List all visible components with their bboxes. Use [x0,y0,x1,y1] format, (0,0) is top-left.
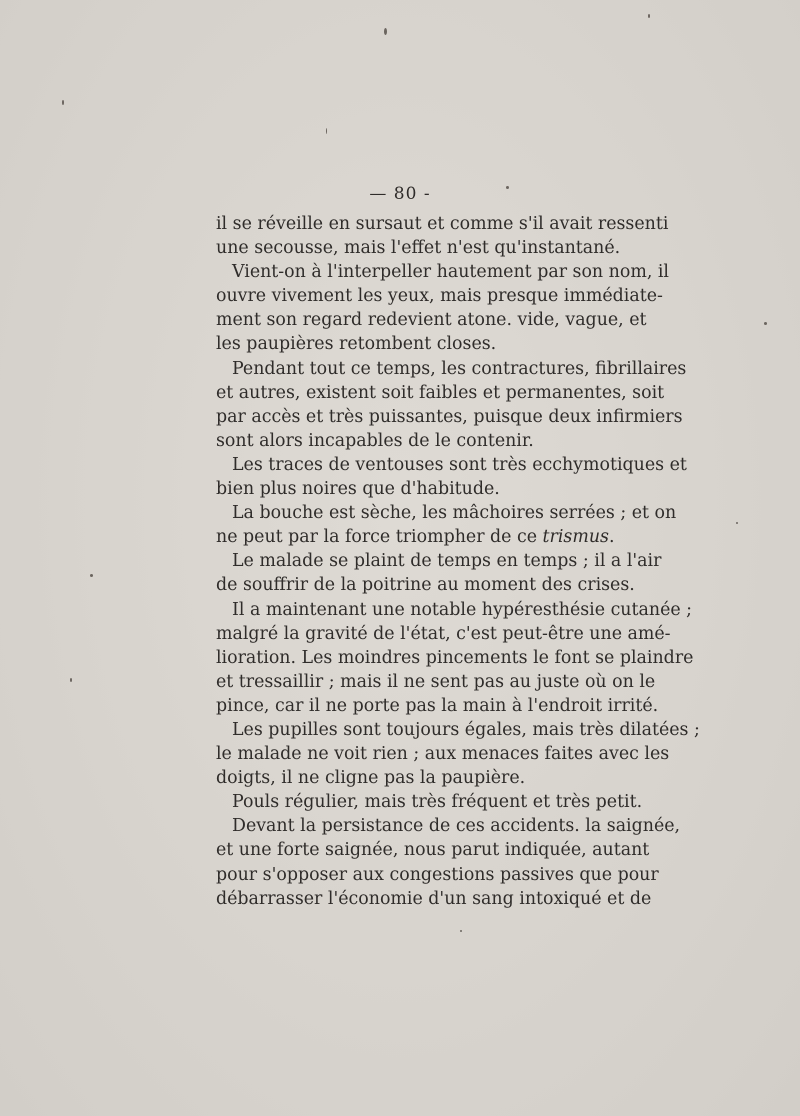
text-line: lioration. Les moindres pincements le font se plaindre [216,647,694,668]
text-line: pince, car il ne porte pas la main à l'endroit irrité. [216,695,659,716]
text-line: sont alors incapables de le contenir. [216,430,534,451]
text-line: Les traces de ventouses sont très ecchymotiques et [232,454,687,475]
text-line: bien plus noires que d'habitude. [216,479,500,500]
text-line: malgré la gravité de l'état, c'est peut-être une amé- [216,623,671,644]
text-line: il se réveille en sursaut et comme s'il avait ressenti [216,214,669,234]
text-line: Pendant tout ce temps, les contractures, fibrillaires [232,358,687,379]
body-text [216,212,700,911]
text-line: par accès et très puissantes, puisque deux infirmiers [216,406,683,427]
text-line: doigts, il ne cligne pas la paupière. [216,768,526,789]
text-line: Devant la persistance de ces accidents. la saignée, [232,816,681,837]
text-line: les paupières retombent closes. [216,334,497,355]
text-line [216,525,623,549]
text-line: Vient-on à l'interpeller hautement par son nom, il [232,262,669,283]
text-line: et une forte saignée, nous parut indiquée, autant [216,840,650,861]
text-line: le malade ne voit rien ; aux menaces faites avec les [216,744,670,765]
text-line: ouvre vivement les yeux, mais presque immédiate- [216,286,663,307]
text-line: pour s'opposer aux congestions passives que pour [216,864,659,885]
text-line: et autres, existent soit faibles et permanentes, soit [216,382,665,403]
text-line: La bouche est sèche, les mâchoires serrées ; et on [232,503,677,524]
text-line: de souffrir de la poitrine au moment des crises. [216,575,635,596]
text-line: débarrasser l'économie d'un sang intoxiqué et de [216,888,652,909]
text-line: Il a maintenant une notable hypéresthésie cutanée ; [232,599,693,620]
paper-speck [62,100,64,105]
text-line: ment son regard redevient atone. vide, vague, et [216,310,647,331]
trismus-term: trismus [542,527,609,548]
paper-speck [460,930,462,932]
paper-speck [90,574,93,577]
paper-speck [70,678,72,682]
text-line: une secousse, mais l'effet n'est qu'instantané. [216,238,621,259]
paper-speck [648,14,650,18]
text-line: Les pupilles sont toujours égales, mais très dilatées ; [232,719,700,740]
paper-speck [764,322,767,325]
text-segment: . [608,527,615,548]
text-line: Le malade se plaint de temps en temps ; il a l'air [232,551,662,572]
page-number: — 80 - [369,184,431,204]
text-line: et tressaillir ; mais il ne sent pas au juste où on le [216,671,656,692]
paper-speck [736,522,738,524]
paper-speck [384,28,387,35]
text-line: Pouls régulier, mais très fréquent et très petit. [232,792,643,813]
paper-speck [326,128,327,134]
text-segment: ne peut par la force triompher de ce [216,527,543,548]
